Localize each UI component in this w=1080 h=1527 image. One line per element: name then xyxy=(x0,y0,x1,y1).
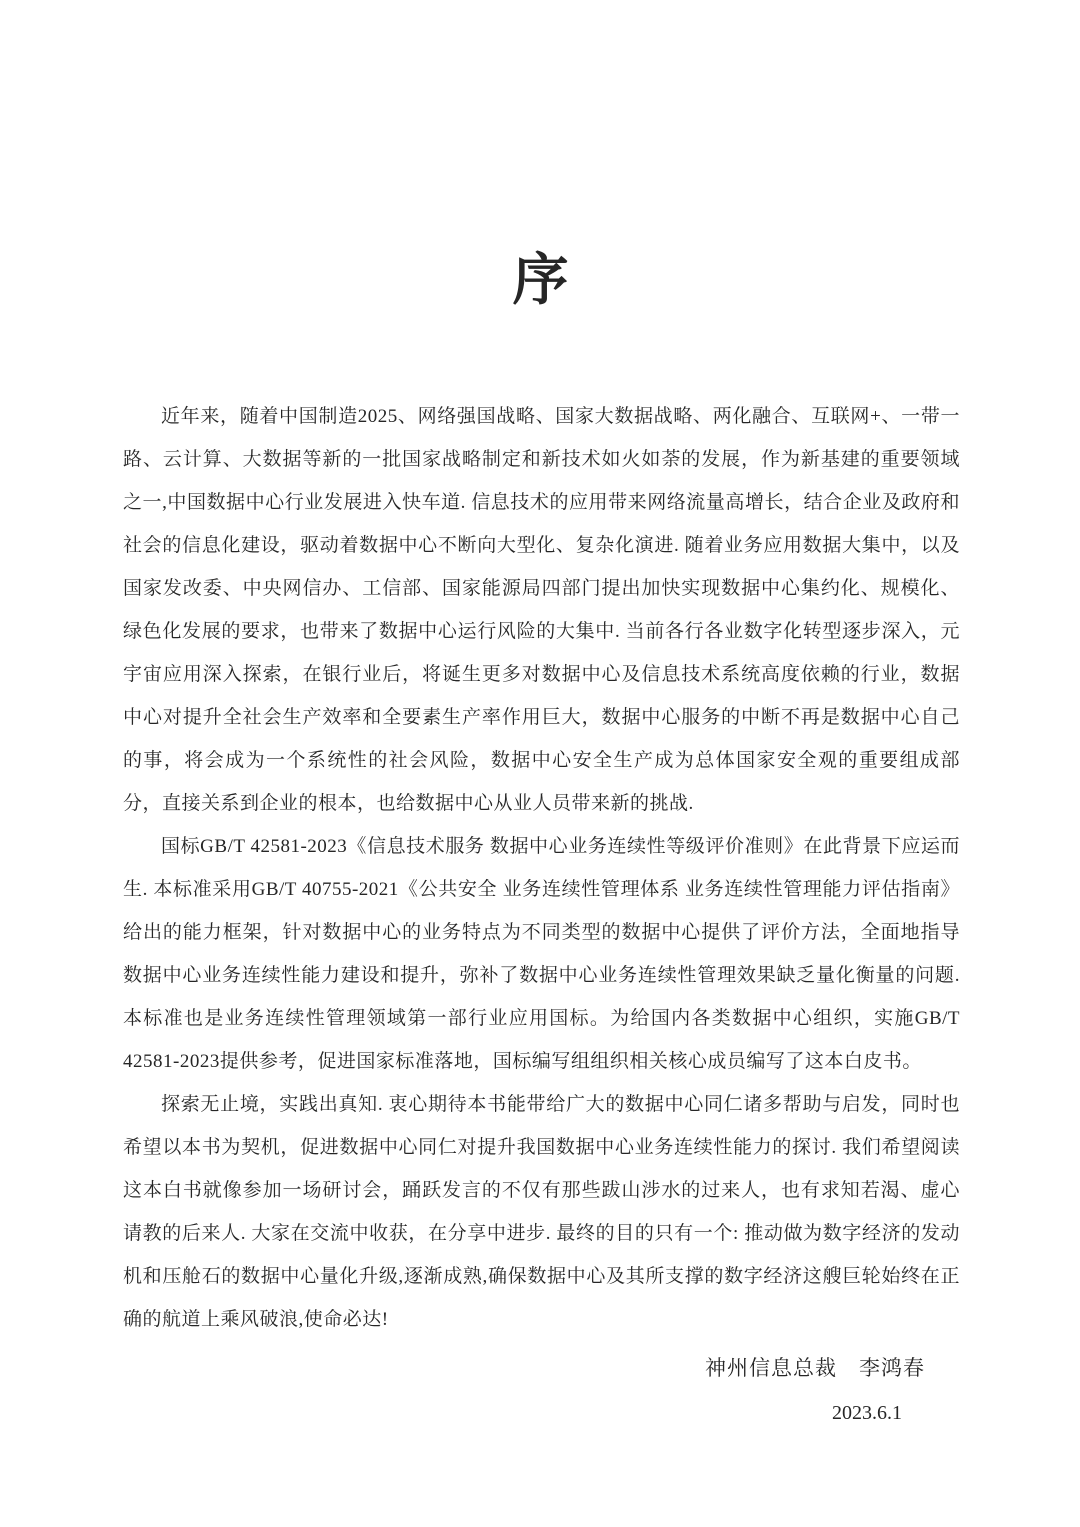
paragraph-industry-background: 近年来，随着中国制造2025、网络强国战略、国家大数据战略、两化融合、互联网+、一带一路、云计算、大数据等新的一批国家战略制定和新技术如火如荼的发展，作为新基建的重要领域之一,中国数据中心行业发展进入快车道. 信息技术的应用带来网络流量高增长，结合企业及政府和社会的信息化建设，驱动着数据中心不断向大型化、复杂化演进. 随着业务应用数据大集中，以及国家发改委、中央网信办、工信部、国家能源局四部门提出加快实现数据中心集约化、规模化、绿色化发展的要求，也带来了数据中心运行风险的大集中. 当前各行各业数字化转型逐步深入，元宇宙应用深入探索，在银行业后，将诞生更多对数据中心及信息技术系统高度依赖的行业，数据中心对提升全社会生产效率和全要素生产率作用巨大，数据中心服务的中断不再是数据中心自己的事，将会成为一个系统性的社会风险，数据中心安全生产成为总体国家安全观的重要组成部分，直接关系到企业的根本，也给数据中心从业人员带来新的挑战. xyxy=(123,406,960,814)
paragraph-national-standard: 国标GB/T 42581-2023《信息技术服务 数据中心业务连续性等级评价准则》在此背景下应运而生. 本标准采用GB/T 40755-2021《公共安全 业务连续性管理体系 业务连续性管理能力评估指南》给出的能力框架，针对数据中心的业务特点为不同类型的数据中心提供了评价方法，全面地指导数据中心业务连续性能力建设和提升，弥补了数据中心业务连续性管理效果缺乏量化衡量的问题. 本标准也是业务连续性管理领域第一部行业应用国标。为给国内各类数据中心组织，实施GB/T 42581-2023提供参考，促进国家标准落地，国标编写组组织相关核心成员编写了这本白皮书。 xyxy=(123,836,960,1072)
date-line: 2023.6.1 xyxy=(832,1402,902,1424)
page-title: 序 xyxy=(512,250,571,312)
paragraph-outlook: 探索无止境，实践出真知. 衷心期待本书能带给广大的数据中心同仁诸多帮助与启发，同时也希望以本书为契机，促进数据中心同仁对提升我国数据中心业务连续性能力的探讨. 我们希望阅读这本白书就像参加一场研讨会，踊跃发言的不仅有那些跋山涉水的过来人，也有求知若渴、虚心请教的后来人. 大家在交流中收获，在分享中进步. 最终的目的只有一个: 推动做为数字经济的发动机和压舱石的数据中心量化升级,逐渐成熟,确保数据中心及其所支撑的数字经济这艘巨轮始终在正确的航道上乘风破浪,使命必达! xyxy=(123,1094,960,1330)
document-body xyxy=(123,395,960,1341)
signature-line: 神州信息总裁 李鸿春 xyxy=(705,1356,925,1380)
